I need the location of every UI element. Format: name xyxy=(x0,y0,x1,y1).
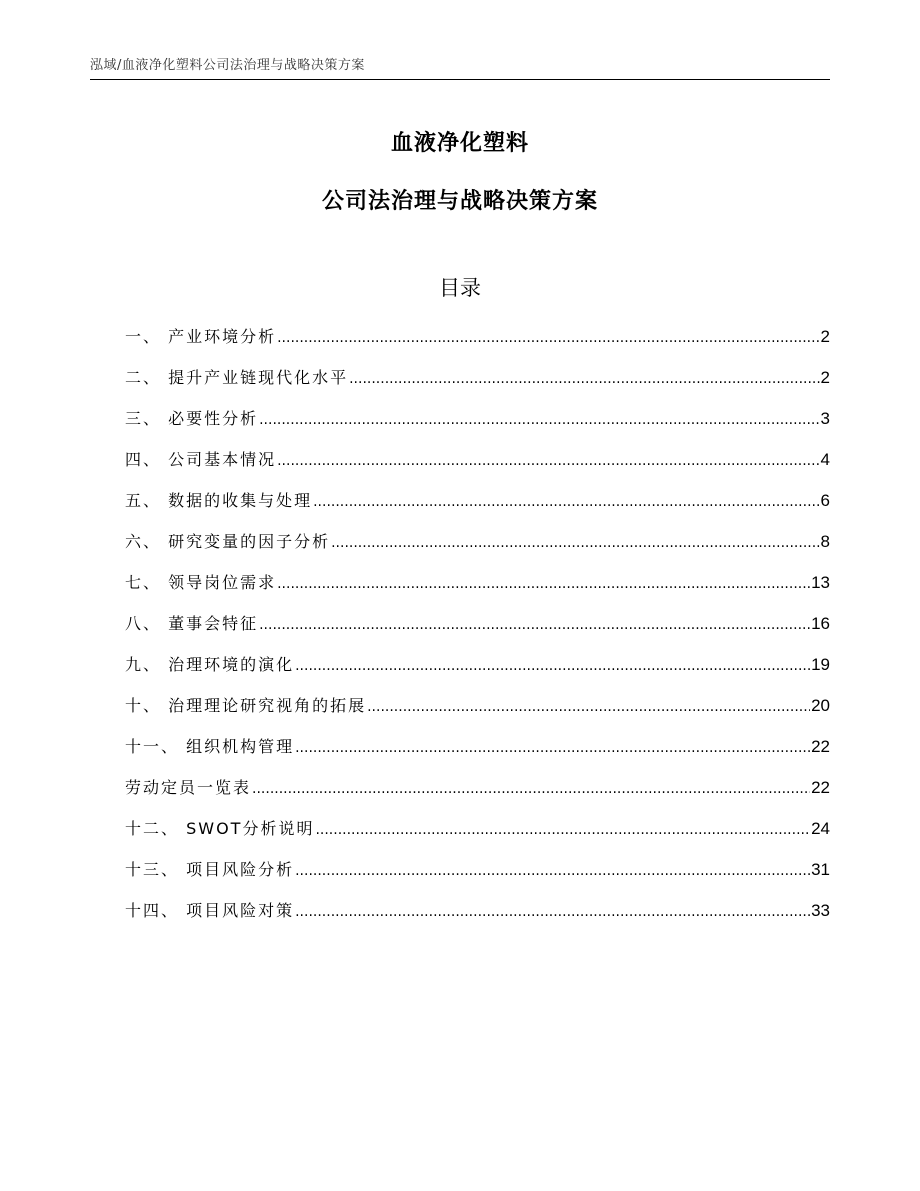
toc-entry-page: 24 xyxy=(811,819,830,838)
toc-entry-number: 九、 xyxy=(125,655,169,674)
toc-dot-leader xyxy=(259,405,819,435)
toc-entry[interactable] xyxy=(125,445,830,486)
toc-entry-number: 四、 xyxy=(125,450,169,469)
document-title-line-2: 公司法治理与战略决策方案 xyxy=(321,189,598,214)
toc-entry-number: 三、 xyxy=(125,409,169,428)
toc-dot-leader xyxy=(315,815,810,845)
toc-entry-page: 13 xyxy=(811,573,830,592)
toc-dot-leader xyxy=(252,774,810,804)
toc-entry-number: 十、 xyxy=(125,696,169,715)
toc-entry[interactable] xyxy=(125,527,830,568)
toc-entry-number: 十二、 xyxy=(125,819,187,838)
toc-entry-number: 八、 xyxy=(125,614,169,633)
toc-entry-page: 19 xyxy=(811,655,830,674)
toc-dot-leader xyxy=(295,856,810,886)
toc-entry[interactable] xyxy=(125,568,830,609)
toc-entry-label: 公司基本情况 xyxy=(168,450,277,469)
toc-entry-page: 22 xyxy=(811,737,830,756)
toc-entry-label: 劳动定员一览表 xyxy=(125,778,252,797)
toc-entry-number: 十三、 xyxy=(125,860,187,879)
toc-entry-label: 董事会特征 xyxy=(168,614,259,633)
toc-entry-page: 22 xyxy=(811,778,830,797)
toc-entry-page: 33 xyxy=(811,901,830,920)
toc-entry[interactable] xyxy=(125,814,830,855)
document-title-line-1: 血液净化塑料 xyxy=(390,131,529,156)
toc-entry-page: 6 xyxy=(820,491,830,510)
toc-dot-leader xyxy=(349,364,819,394)
toc-entry-page: 16 xyxy=(811,614,830,633)
toc-entry-page: 2 xyxy=(820,327,830,346)
toc-entry-label: 项目风险分析 xyxy=(186,860,295,879)
toc-heading: 目录 xyxy=(439,276,481,300)
toc-entry-number: 七、 xyxy=(125,573,169,592)
toc-entry-label: 研究变量的因子分析 xyxy=(168,532,331,551)
toc-dot-leader xyxy=(259,610,810,640)
running-header: 泓域/血液净化塑料公司法治理与战略决策方案 xyxy=(90,54,830,80)
toc-entry-label: 组织机构管理 xyxy=(186,737,295,756)
toc-entry-label: 治理环境的演化 xyxy=(168,655,295,674)
toc-dot-leader xyxy=(331,528,819,558)
toc-entry[interactable] xyxy=(125,691,830,732)
toc-entry[interactable] xyxy=(125,609,830,650)
toc-entry-label: SWOT分析说明 xyxy=(186,819,315,838)
toc-entry[interactable] xyxy=(125,773,830,814)
toc-entry[interactable] xyxy=(125,363,830,404)
toc-dot-leader xyxy=(277,569,810,599)
toc-entry-page: 2 xyxy=(820,368,830,387)
toc-dot-leader xyxy=(295,733,810,763)
toc-entry-number: 五、 xyxy=(125,491,169,510)
toc-entry[interactable] xyxy=(125,855,830,896)
toc-entry-number: 一、 xyxy=(125,327,169,346)
toc-dot-leader xyxy=(313,487,819,517)
toc-entry-label: 领导岗位需求 xyxy=(168,573,277,592)
toc-entry-page: 31 xyxy=(811,860,830,879)
toc-dot-leader xyxy=(295,651,810,681)
toc-entry-page: 4 xyxy=(820,450,830,469)
toc-entry-number: 十四、 xyxy=(125,901,187,920)
toc-entry-page: 3 xyxy=(820,409,830,428)
toc-entry[interactable] xyxy=(125,404,830,445)
toc-entry[interactable] xyxy=(125,486,830,527)
toc-entry-label: 数据的收集与处理 xyxy=(168,491,313,510)
toc-entry-label: 必要性分析 xyxy=(168,409,259,428)
toc-entry-label: 项目风险对策 xyxy=(186,901,295,920)
toc-dot-leader xyxy=(295,897,810,927)
toc-entry-label: 治理理论研究视角的拓展 xyxy=(168,696,367,715)
toc-entry[interactable] xyxy=(125,896,830,937)
toc-entry-page: 20 xyxy=(811,696,830,715)
toc-entry[interactable] xyxy=(125,732,830,773)
table-of-contents xyxy=(125,322,830,937)
toc-entry-label: 产业环境分析 xyxy=(168,327,277,346)
toc-entry-page: 8 xyxy=(820,532,830,551)
toc-entry-number: 六、 xyxy=(125,532,169,551)
toc-entry[interactable] xyxy=(125,650,830,691)
toc-entry-label: 提升产业链现代化水平 xyxy=(168,368,349,387)
toc-dot-leader xyxy=(277,323,819,353)
toc-entry-number: 二、 xyxy=(125,368,169,387)
toc-entry-number: 十一、 xyxy=(125,737,187,756)
toc-dot-leader xyxy=(367,692,810,722)
toc-dot-leader xyxy=(277,446,819,476)
toc-entry[interactable] xyxy=(125,322,830,363)
